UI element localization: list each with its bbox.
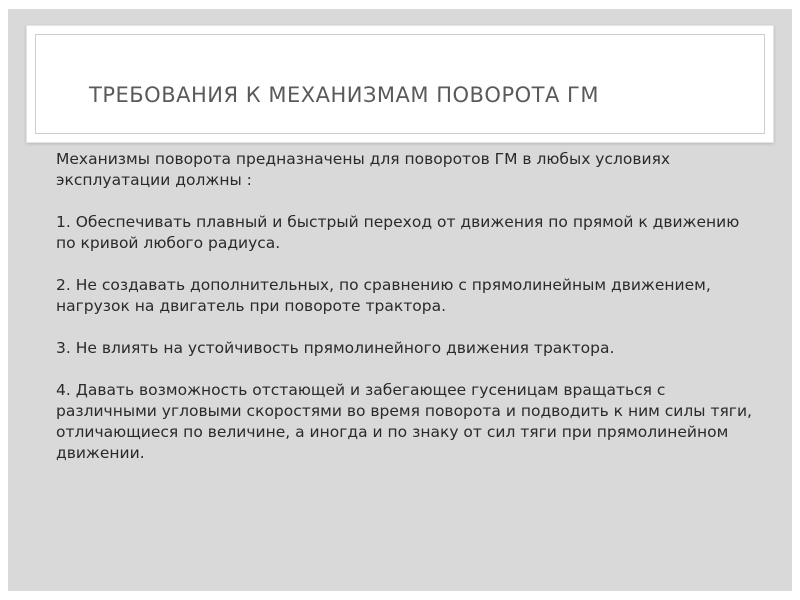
slide: [8, 9, 792, 591]
title-box: [26, 25, 774, 143]
requirement-item-3: 3. Не влиять на устойчивость прямолинейного движения трактора.: [56, 339, 615, 357]
slide-body: [56, 149, 756, 464]
requirement-item-2: 2. Не создавать дополнительных, по сравнению с прямолинейным движением, нагрузок на двигатель при повороте трактора.: [56, 276, 711, 315]
requirement-item-4: 4. Давать возможность отстающей и забегающее гусеницам вращаться с различными угловыми скоростями во время поворота и подводить к ним силы тяги, отличающиеся по величине, а иногда и по знаку от сил тяги при прямолинейном движении.: [56, 381, 752, 462]
requirement-item-1: 1. Обеспечивать плавный и быстрый переход от движения по прямой к движению по кривой любого радиуса.: [56, 213, 740, 252]
slide-title: ТРЕБОВАНИЯ К МЕХАНИЗМАМ ПОВОРОТА ГМ: [89, 83, 599, 107]
intro-paragraph: Механизмы поворота предназначены для поворотов ГМ в любых условиях эксплуатации должны :: [56, 150, 671, 189]
